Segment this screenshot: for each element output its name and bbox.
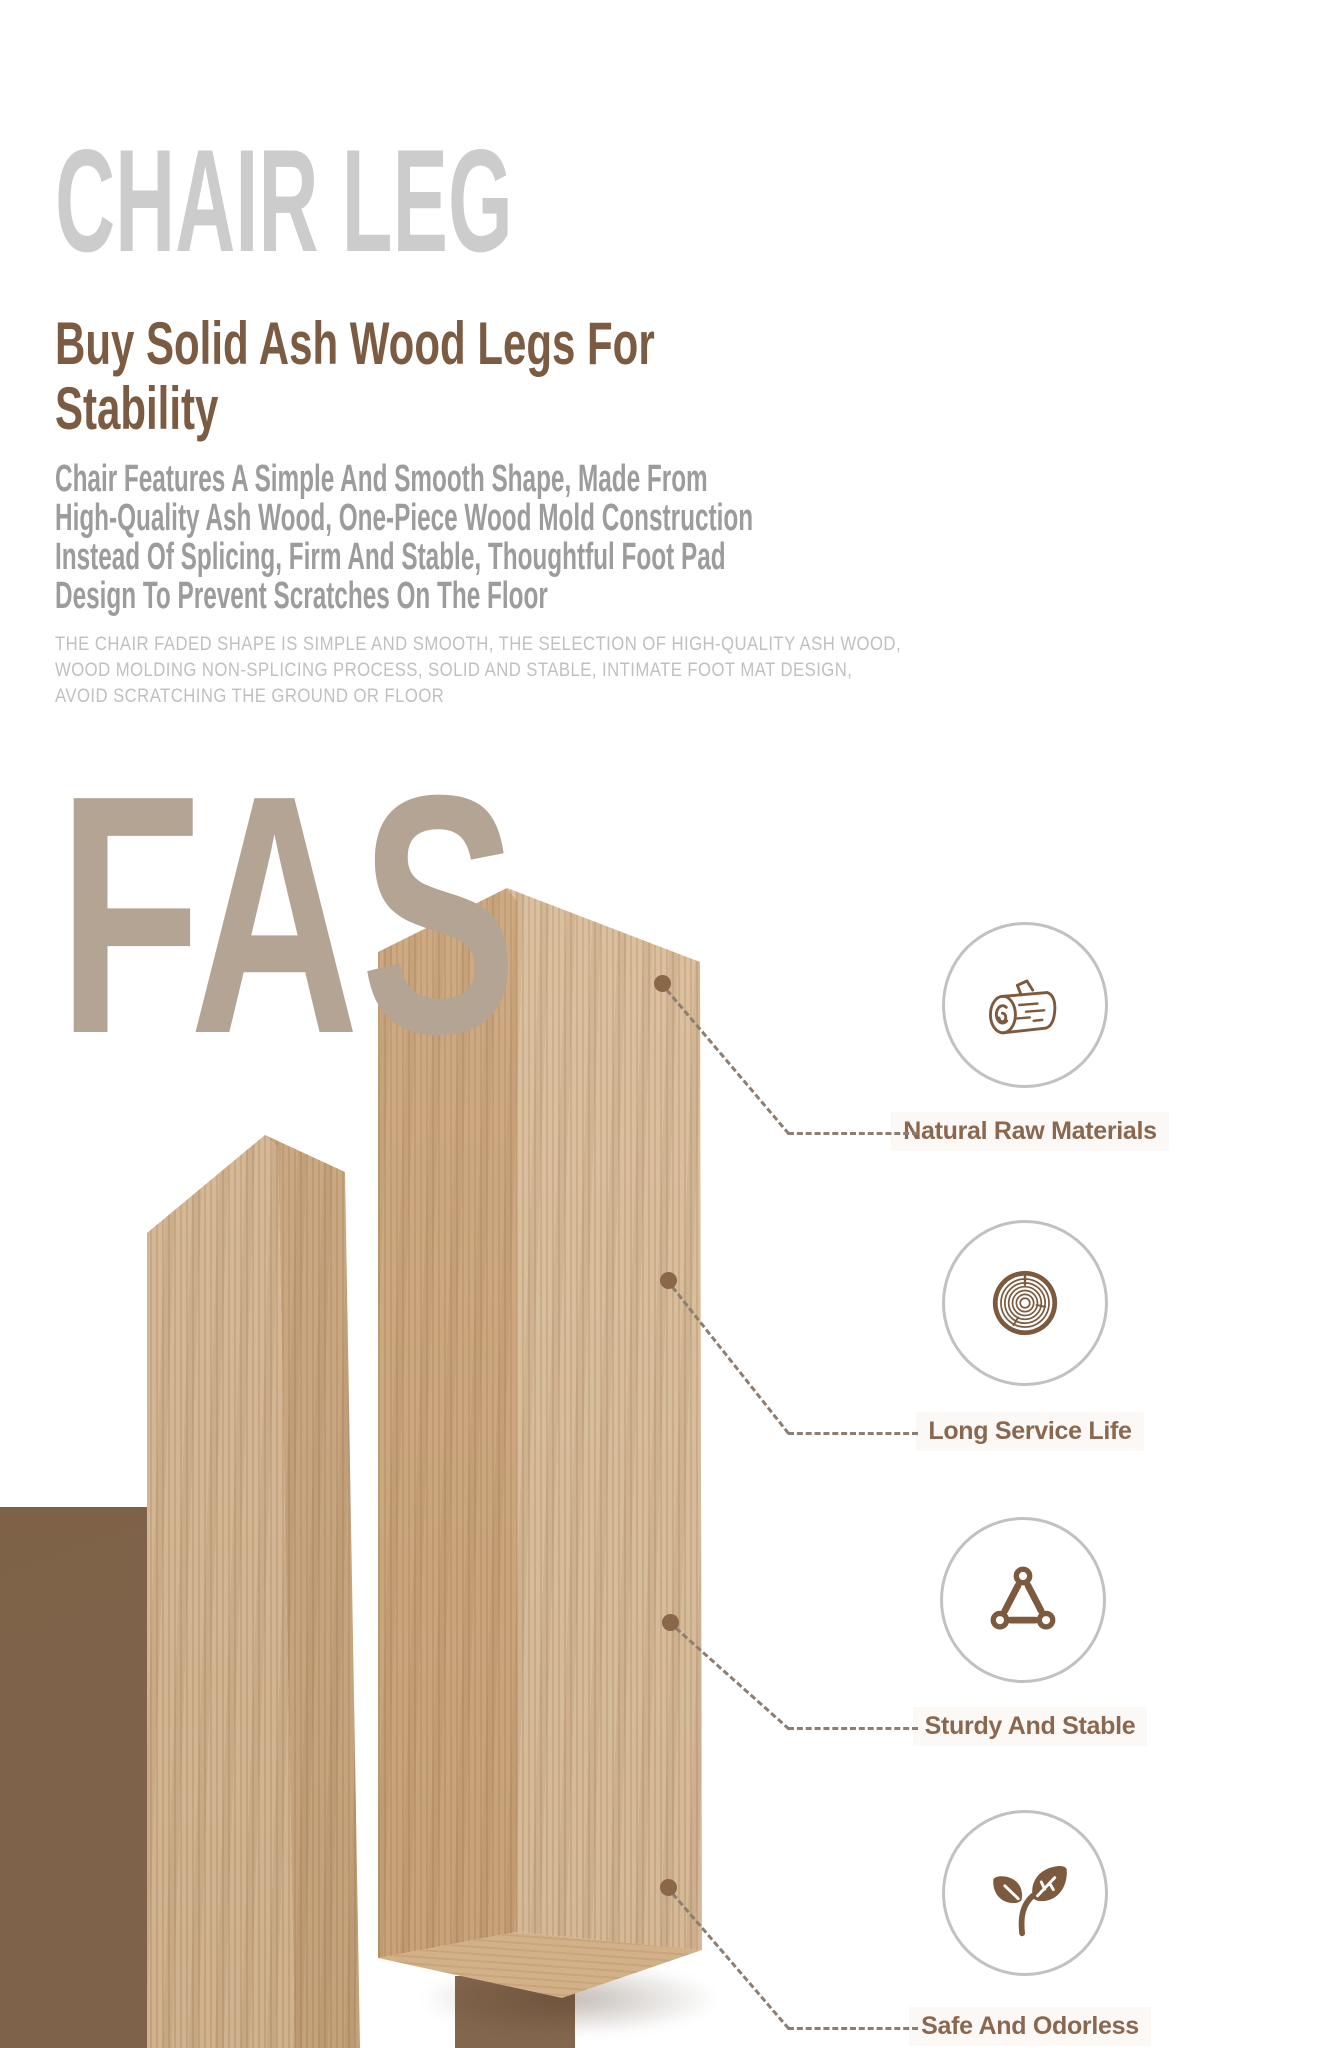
title-line-2: Stability — [55, 375, 219, 442]
fine-print-line: THE CHAIR FADED SHAPE IS SIMPLE AND SMOOTH, THE SELECTION OF HIGH-QUALITY ASH WOOD, — [55, 634, 902, 655]
description-line: Chair Features A Simple And Smooth Shape, Made From — [55, 458, 708, 500]
product-description — [55, 460, 753, 616]
feature-label-long-service-life: Long Service Life — [880, 1412, 1180, 1451]
sprout-icon — [977, 1845, 1073, 1941]
callout-dot — [654, 975, 671, 992]
feature-circle-natural-raw-materials — [942, 922, 1108, 1088]
log-icon — [977, 957, 1073, 1053]
fine-print-line: WOOD MOLDING NON-SPLICING PROCESS, SOLID AND STABLE, INTIMATE FOOT MAT DESIGN, — [55, 660, 853, 681]
callout-line-horizontal — [788, 2027, 918, 2030]
watermark-chair-leg: CHAIR LEG — [55, 119, 513, 282]
feature-circle-safe-and-odorless — [942, 1810, 1108, 1976]
feature-circle-long-service-life — [942, 1220, 1108, 1386]
feature-label-sturdy-and-stable: Sturdy And Stable — [880, 1707, 1180, 1746]
title-line-1: Buy Solid Ash Wood Legs For — [55, 310, 655, 377]
page-title — [55, 311, 655, 441]
feature-label-safe-and-odorless: Safe And Odorless — [880, 2007, 1180, 2046]
callout-dot — [660, 1879, 677, 1896]
callout-line-horizontal — [788, 1727, 918, 1730]
feature-circle-sturdy-and-stable — [940, 1517, 1106, 1683]
callout-dot — [662, 1614, 679, 1631]
description-line: Design To Prevent Scratches On The Floor — [55, 575, 548, 617]
description-line: Instead Of Splicing, Firm And Stable, Thoughtful Foot Pad — [55, 536, 726, 578]
feature-label-natural-raw-materials: Natural Raw Materials — [880, 1112, 1180, 1151]
tree-rings-icon — [977, 1255, 1073, 1351]
fine-print-line: AVOID SCRATCHING THE GROUND OR FLOOR — [55, 686, 445, 707]
fine-print — [55, 632, 901, 710]
callout-line-horizontal — [788, 1132, 918, 1135]
triangle-stability-icon — [975, 1552, 1071, 1648]
watermark-fas: FAS — [58, 725, 519, 1105]
callout-line-horizontal — [788, 1432, 918, 1435]
description-line: High-Quality Ash Wood, One-Piece Wood Mold Construction — [55, 497, 754, 539]
callout-dot — [660, 1272, 677, 1289]
